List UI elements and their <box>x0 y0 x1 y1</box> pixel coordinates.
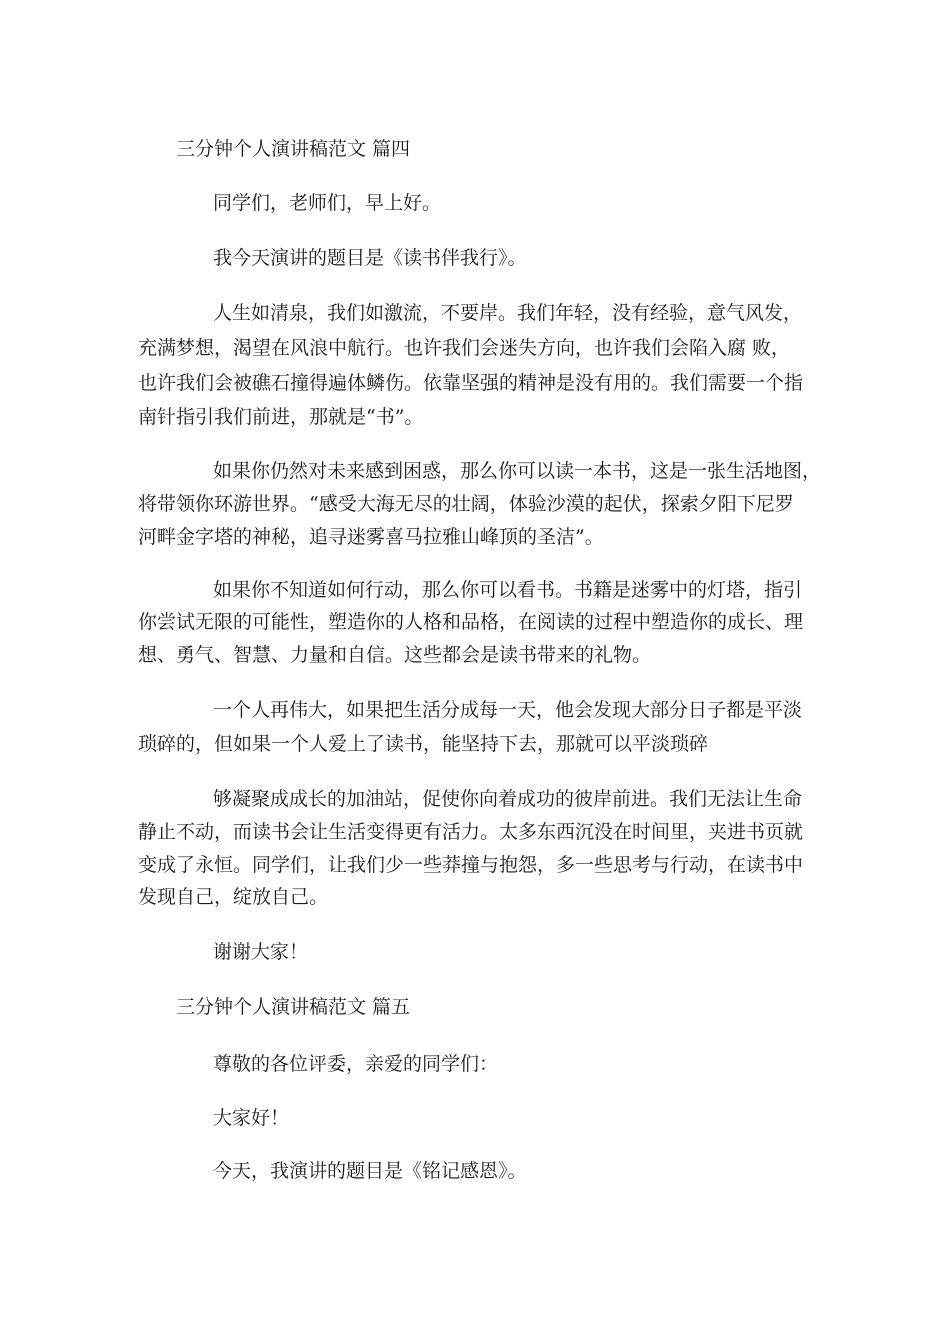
section-4-greeting: 同学们，老师们，早上好。 <box>213 192 442 214</box>
section-5-greeting: 大家好！ <box>213 1107 290 1129</box>
paragraph-line: 河畔金字塔的神秘，追寻迷雾喜马拉雅山峰顶的圣洁”。 <box>138 526 604 548</box>
paragraph-line: 将带领你环游世界。“感受大海无尽的壮阔，体验沙漠的起伏，探索夕阳下尼罗 <box>138 493 794 515</box>
paragraph-line: 如果你不知道如何行动，那么你可以看书。书籍是迷雾中的灯塔，指引 <box>213 579 803 601</box>
paragraph-line: 一个人再伟大，如果把生活分成每一天，他会发现大部分日子都是平淡 <box>213 699 803 721</box>
paragraph-line: 静止不动，而读书会让生活变得更有活力。太多东西沉没在时间里，夹进书页就 <box>138 821 804 843</box>
paragraph-line: 如果你仍然对未来感到困惑，那么你可以读一本书，这是一张生活地图， <box>213 460 822 482</box>
section-4-closing: 谢谢大家！ <box>213 941 309 963</box>
section-5-topic: 今天，我演讲的题目是《铭记感恩》。 <box>213 1160 527 1182</box>
section-5-salutation: 尊敬的各位评委，亲爱的同学们： <box>213 1053 499 1075</box>
paragraph-line: 人生如清泉，我们如激流，不要岸。我们年轻，没有经验，意气风发， <box>213 302 803 324</box>
section-4-title: 三分钟个人演讲稿范文 篇四 <box>176 138 411 160</box>
section-5-title: 三分钟个人演讲稿范文 篇五 <box>176 996 411 1018</box>
paragraph-line: 想、勇气、智慧、力量和自信。这些都会是读书带来的礼物。 <box>138 644 652 666</box>
paragraph-line: 也许我们会被礁石撞得遍体鳞伤。依靠坚强的精神是没有用的。我们需要一个指 <box>138 372 804 394</box>
section-4-topic: 我今天演讲的题目是《读书伴我行》。 <box>213 247 527 269</box>
paragraph-line: 充满梦想，渴望在风浪中航行。也许我们会迷失方向，也许我们会陷入腐 败， <box>138 337 791 359</box>
paragraph-line: 变成了永恒。同学们，让我们少一些莽撞与抱怨，多一些思考与行动，在读书中 <box>138 854 804 876</box>
paragraph-line: 南针指引我们前进，那就是“书”。 <box>138 406 424 428</box>
paragraph-line: 够凝聚成成长的加油站，促使你向着成功的彼岸前进。我们无法让生命 <box>213 788 803 810</box>
paragraph-line: 琐碎的，但如果一个人爱上了读书，能坚持下去，那就可以平淡琐碎 <box>138 733 709 755</box>
paragraph-line: 你尝试无限的可能性，塑造你的人格和品格，在阅读的过程中塑造你的成长、理 <box>138 611 804 633</box>
paragraph-line: 发现自己，绽放自己。 <box>138 886 329 908</box>
